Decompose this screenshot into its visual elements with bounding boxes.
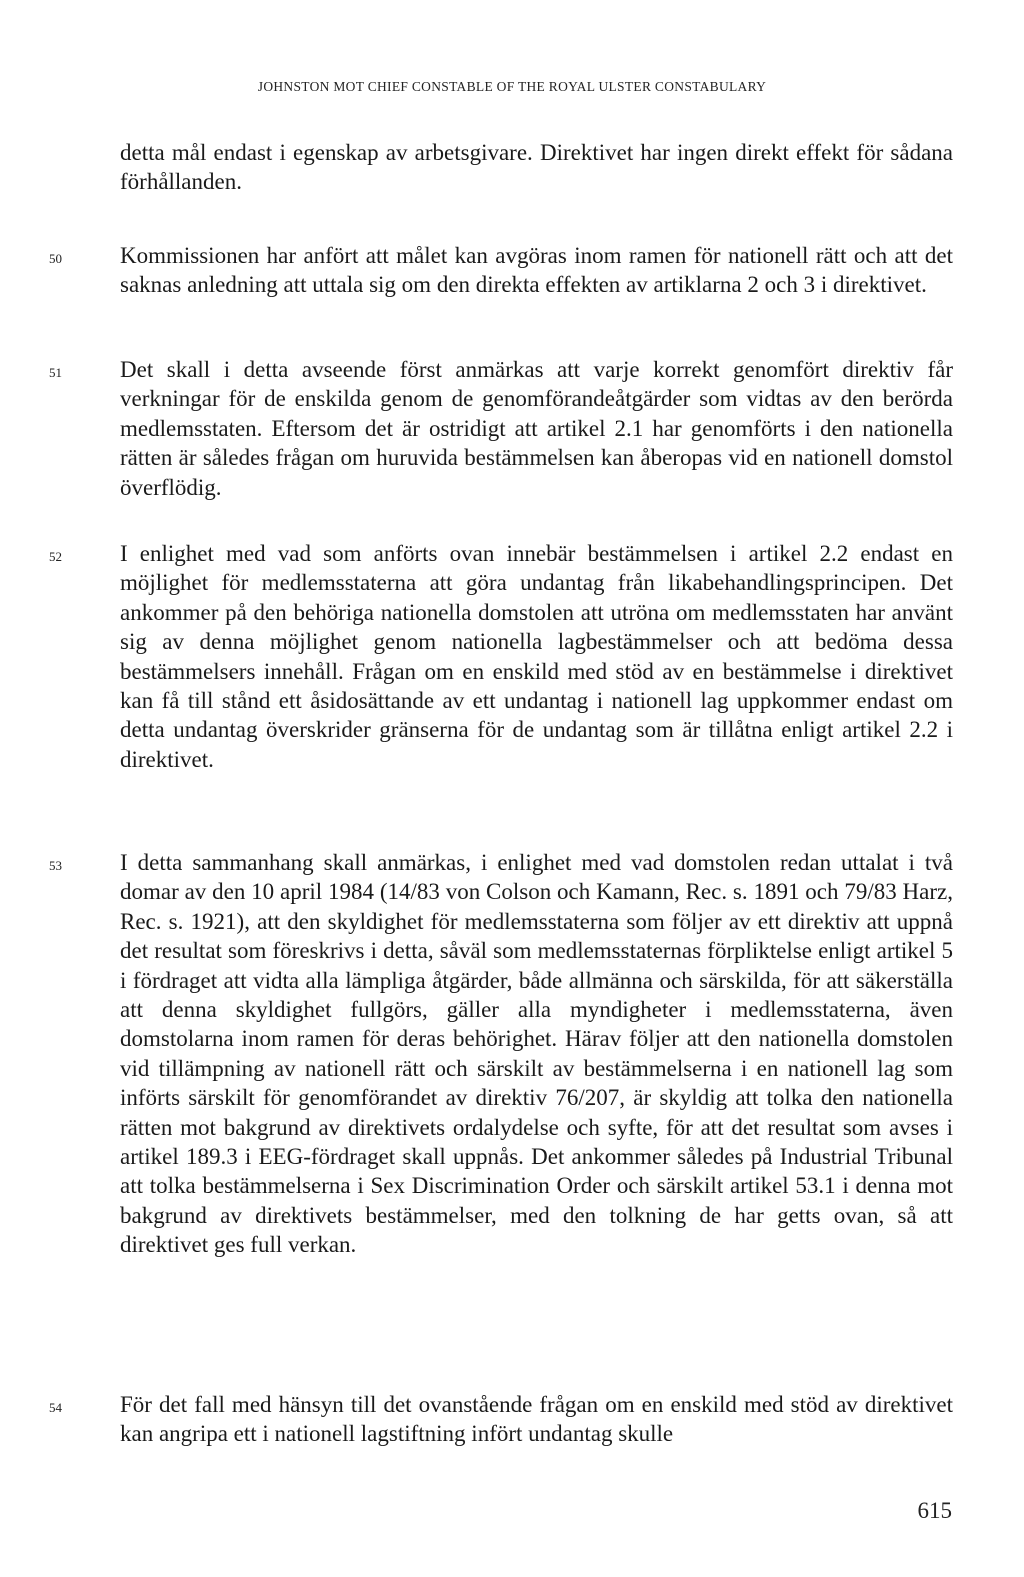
- paragraph-50: [49, 241, 953, 300]
- paragraph-text: I detta sammanhang skall anmärkas, i enlighet med vad domstolen redan uttalat i två domar av den 10 april 1984 (14/83 von Colson och Kamann, Rec. s. 1891 och 79/83 Harz, Rec. s. 1921), att den skyldighet för medlemsstaterna som följer av ett direktiv att uppnå det resultat som föreskrivs i detta, såväl som medlemsstaternas förpliktelse enligt artikel 5 i fördraget att vidta alla lämpliga åtgärder, både allmänna och särskilda, för att säkerställa att denna skyldighet fullgörs, gäller alla myndigheter i medlemsstaterna, även domstolarna inom ramen för deras behörighet. Härav följer att den nationella domstolen vid tillämpning av nationell rätt och särskilt av bestämmelserna i en nationell lag som införts särskilt för genomförandet av direktiv 76/207, är skyldig att tolka den nationella rätten mot bakgrund av direktivets ordalydelse och syfte, för att det resultat som avses i artikel 189.3 i EEG-fördraget skall uppnås. Det ankommer således på Industrial Tribunal att tolka bestämmelserna i Sex Discrimination Order och särskilt artikel 53.1 i denna mot bakgrund av direktivets bestämmelser, med den tolkning de har getts ovan, så att direktivet ges full verkan.: [120, 850, 953, 1258]
- paragraph-number: 51: [49, 365, 62, 380]
- paragraph-51: [49, 355, 953, 502]
- paragraph-text: Det skall i detta avseende först anmärkas att varje korrekt genomfört direktiv får verkningar för de enskilda genom de genomförandeåtgärder som vidtas av den berörda medlemsstaten. Eftersom det är ostridigt att artikel 2.1 har genomförts i den nationella rätten är således frågan om huruvida bestämmelsen kan åberopas vid en nationell domstol överflödig.: [120, 357, 953, 500]
- paragraph-number: 53: [49, 858, 62, 873]
- paragraph-54: [49, 1390, 953, 1449]
- paragraph-continuation: [120, 138, 953, 197]
- paragraph-text: detta mål endast i egenskap av arbetsgivare. Direktivet har ingen direkt effekt för sådana förhållanden.: [120, 140, 953, 195]
- paragraph-number: 52: [49, 549, 62, 564]
- running-header: JOHNSTON MOT CHIEF CONSTABLE OF THE ROYAL ULSTER CONSTABULARY: [257, 79, 767, 94]
- paragraph-number: 54: [49, 1400, 62, 1415]
- paragraph-text: Kommissionen har anfört att målet kan avgöras inom ramen för nationell rätt och att det saknas anledning att uttala sig om den direkta effekten av artiklarna 2 och 3 i direktivet.: [120, 243, 953, 298]
- paragraph-number: 50: [49, 251, 62, 266]
- paragraph-53: [49, 848, 953, 1260]
- paragraph-text: I enlighet med vad som anförts ovan innebär bestämmelsen i artikel 2.2 endast en möjlighet för medlemsstaterna att göra undantag från likabehandlingsprincipen. Det ankommer på den behöriga nationella domstolen att utröna om medlemsstaten har använt sig av denna möjlighet genom nationella lagbestämmelser och att bedöma dessa bestämmelsers innehåll. Frågan om en enskild med stöd av en bestämmelse i direktivet kan få till stånd ett åsidosättande av ett undantag i nationell lag uppkommer endast om detta undantag överskrider gränserna för de undantag som är tillåtna enligt artikel 2.2 i direktivet.: [120, 541, 953, 772]
- paragraph-text: För det fall med hänsyn till det ovanstående frågan om en enskild med stöd av direktivet kan angripa ett i nationell lagstiftning infört undantag skulle: [120, 1392, 953, 1447]
- paragraph-52: [49, 539, 953, 774]
- page-number: 615: [917, 1498, 952, 1523]
